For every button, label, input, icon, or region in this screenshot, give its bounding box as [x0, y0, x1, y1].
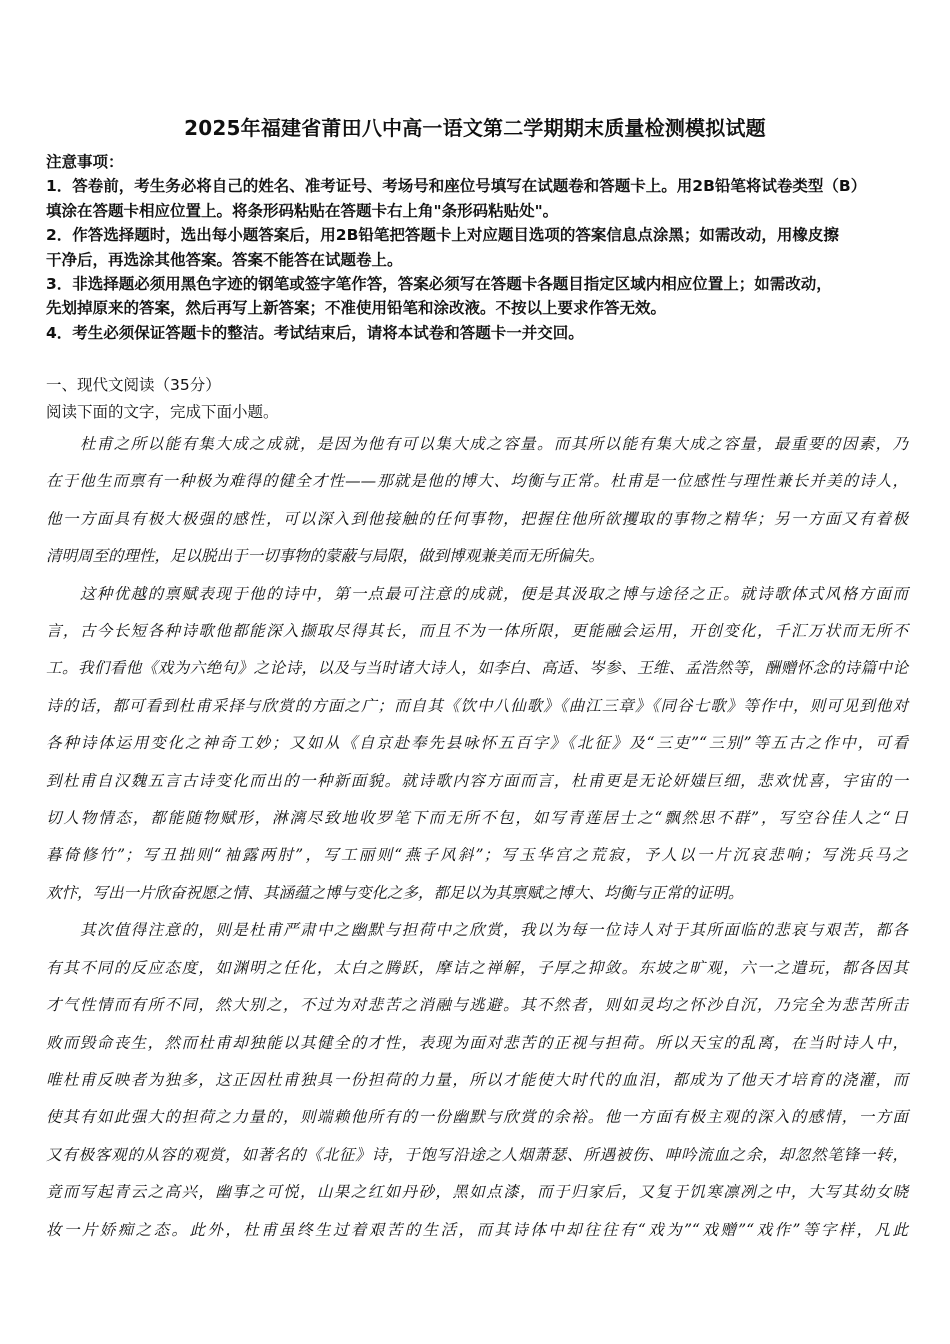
notice-heading: 注意事项：	[46, 153, 124, 171]
passage-line: 这种优越的禀赋表现于他的诗中，第一点最可注意的成就，便是其汲取之博与途径之正。就诗歌体式风格方面而	[46, 584, 908, 603]
passage-line: 到杜甫自汉魏五言古诗变化而出的一种新面貌。就诗歌内容方面而言，杜甫更是无论妍媸巨细，悲欢忧喜，宇宙的一	[46, 771, 908, 790]
notice-line: 先划掉原来的答案，然后再写上新答案；不准使用铅笔和涂改液。不按以上要求作答无效。	[46, 299, 667, 318]
passage-line: 妆一片娇痴之态。此外，杜甫虽终生过着艰苦的生活，而其诗体中却往往有“戏为”“戏赠”“戏作”等字样，凡此	[46, 1220, 908, 1239]
passage-line: 切人物情态，都能随物赋形，淋漓尽致地收罗笔下而无所不包，如写青莲居士之“飘然思不群”，写空谷佳人之“日	[46, 809, 908, 828]
passage-line: 在于他生而禀有一种极为难得的健全才性——那就是他的博大、均衡与正常。杜甫是一位感性与理性兼长并美的诗人，	[46, 472, 908, 491]
notice-line: 3．非选择题必须用黑色字迹的钢笔或签字笔作答，答案必须写在答题卡各题目指定区域内相应位置上；如需改动，	[46, 275, 832, 294]
notice-line: 1．答卷前，考生务必将自己的姓名、准考证号、考场号和座位号填写在试题卷和答题卡上。用2B铅笔将试卷类型（B）	[46, 177, 867, 196]
notice-line: 2．作答选择题时，选出每小题答案后，用2B铅笔把答题卡上对应题目选项的答案信息点涂黑；如需改动，用橡皮擦	[46, 226, 839, 245]
passage-line: 又有极客观的从容的观赏，如著名的《北征》诗，于饱写沿途之人烟萧瑟、所遇被伤、呻吟流血之余，却忽然笔锋一转，	[46, 1145, 908, 1164]
passage-line: 清明周至的理性，足以脱出于一切事物的蒙蔽与局限，做到博观兼美而无所偏失。	[46, 547, 605, 566]
passage-line: 诗的话，都可看到杜甫采择与欣赏的方面之广；而自其《饮中八仙歌》《曲江三章》《同谷七歌》等作中，则可见到他对	[46, 696, 908, 715]
passage-line: 使其有如此强大的担荷之力量的，则端赖他所有的一份幽默与欣赏的余裕。他一方面有极主观的深入的感情，一方面	[46, 1108, 908, 1127]
page-title: 2025年福建省莆田八中高一语文第二学期期末质量检测模拟试题	[184, 116, 766, 140]
notice-line: 干净后，再选涂其他答案。答案不能答在试题卷上。	[46, 250, 403, 269]
passage-line: 各种诗体运用变化之神奇工妙；又如从《自京赴奉先县咏怀五百字》《北征》及“三吏”“三别”等五古之作中，可看	[46, 734, 908, 753]
passage-line: 杜甫之所以能有集大成之成就，是因为他有可以集大成之容量。而其所以能有集大成之容量，最重要的因素，乃	[46, 435, 908, 453]
passage-line: 暮倚修竹”；写丑拙则“袖露两肘”，写工丽则“燕子风斜”；写玉华宫之荒寂，予人以一片沉哀悲响；写洗兵马之	[46, 846, 908, 865]
reading-passage	[46, 426, 908, 1249]
notice-line: 4．考生必须保证答题卡的整洁。考试结束后，请将本试卷和答题卡一并交回。	[46, 323, 584, 342]
section-heading: 一、现代文阅读（35分）	[46, 376, 221, 394]
passage-line: 工。我们看他《戏为六绝句》之论诗，以及与当时诸大诗人，如李白、高适、岑参、王维、孟浩然等，酬赠怀念的诗篇中论	[46, 659, 908, 678]
passage-line: 言，古今长短各种诗歌他都能深入撷取尽得其长，而且不为一体所限，更能融会运用，开创变化，千汇万状而无所不	[46, 622, 908, 641]
passage-line: 欢忭，写出一片欣奋祝愿之情、其涵蕴之博与变化之多，都足以为其禀赋之博大、均衡与正常的证明。	[46, 883, 744, 902]
notice-block	[46, 150, 906, 345]
passage-line: 才气性情而有所不同，然大别之，不过为对悲苦之消融与逃避。其不然者，则如灵均之怀沙自沉，乃完全为悲苦所击	[46, 996, 908, 1015]
reading-instruction: 阅读下面的文字，完成下面小题。	[46, 403, 279, 421]
passage-line: 竟而写起青云之高兴，幽事之可悦，山果之红如丹砂，黑如点漆，而于归家后，又复于饥寒凛冽之中，大写其幼女晓	[46, 1183, 908, 1202]
passage-line: 唯杜甫反映者为独多，这正因杜甫独具一份担荷的力量，所以才能使大时代的血泪，都成为了他天才培育的浇灌，而	[46, 1070, 908, 1089]
notice-line: 填涂在答题卡相应位置上。将条形码粘贴在答题卡右上角"条形码粘贴处"。	[46, 201, 559, 220]
passage-line: 他一方面具有极大极强的感性，可以深入到他接触的任何事物，把握住他所欲攫取的事物之精华；另一方面又有着极	[46, 509, 908, 528]
passage-line: 其次值得注意的，则是杜甫严肃中之幽默与担荷中之欣赏，我以为每一位诗人对于其所面临的悲哀与艰苦，都各	[46, 921, 908, 940]
passage-line: 有其不同的反应态度，如渊明之任化，太白之腾跃，摩诘之禅解，子厚之抑敛。东坡之旷观，六一之遣玩，都各因其	[46, 958, 908, 977]
passage-line: 败而毁命丧生，然而杜甫却独能以其健全的才性，表现为面对悲苦的正视与担荷。所以天宝的乱离，在当时诗人中，	[46, 1033, 908, 1052]
